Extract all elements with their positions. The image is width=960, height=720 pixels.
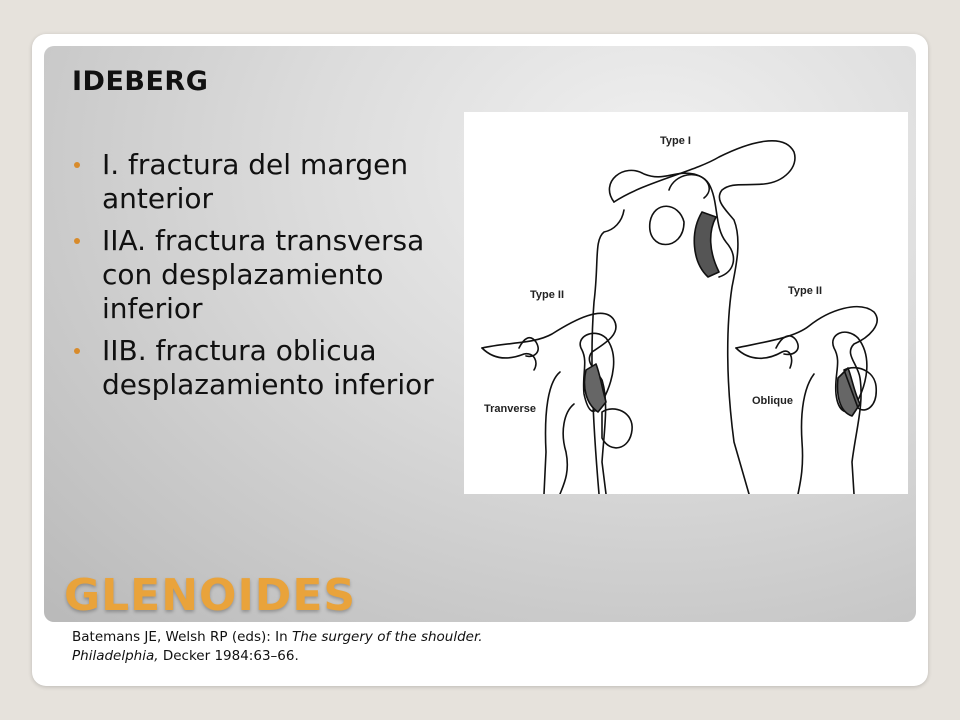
label-transverse: Tranverse	[484, 403, 536, 415]
label-type-2-transverse: Type II	[530, 289, 565, 301]
type-2-oblique-drawing	[736, 285, 877, 494]
slide-title: GLENOIDES	[64, 570, 357, 621]
type-1-scapula-drawing	[592, 135, 795, 494]
bullet-item	[72, 334, 452, 402]
glenoid-fracture-illustration	[464, 112, 908, 494]
bullet-text: IIB. fractura oblicua desplazamiento inferior	[102, 334, 434, 401]
bullet-dot-icon	[74, 348, 80, 354]
label-type-1: Type I	[660, 135, 691, 147]
label-type-2-oblique: Type II	[788, 285, 823, 297]
bullet-item	[72, 148, 452, 216]
citation-authors: Batemans JE, Welsh RP (eds): In	[72, 629, 292, 645]
citation-place: Philadelphia,	[72, 648, 159, 664]
citation-book-title: The surgery of the shoulder.	[291, 629, 483, 645]
bullet-dot-icon	[74, 238, 80, 244]
bullet-item	[72, 224, 452, 326]
bullet-text: I. fractura del margen anterior	[102, 148, 409, 215]
bullet-dot-icon	[74, 162, 80, 168]
citation-publisher: Decker 1984:63–66.	[158, 648, 299, 664]
type-2-transverse-drawing	[482, 289, 632, 494]
slide-subtitle: IDEBERG	[72, 66, 209, 97]
label-oblique: Oblique	[752, 395, 793, 407]
bullet-list	[72, 148, 452, 410]
citation	[72, 628, 492, 666]
bullet-text: IIA. fractura transversa con desplazamiento inferior	[102, 224, 425, 325]
